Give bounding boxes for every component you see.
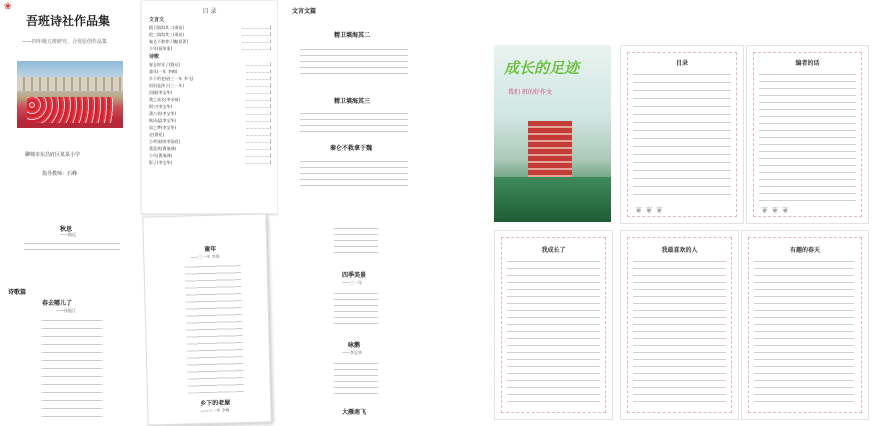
poetry-section-heading: 诗歌篇 (8, 289, 27, 296)
flower-ornament-icon: ❀ (4, 2, 12, 12)
toc-entry: 回顾(李宝华) (149, 90, 173, 95)
toc-entry: 我喜欢(曹瑞洲) (149, 146, 177, 151)
toc-list: 文言文 精卫填海其二(乘田) …………………) 把三填海其三(乘田) …………………) 秦仑不救拿于魏(原著) …………………) 少年(原故事) …………………) 诗歌 春去时光了(路远) ………………) 童年(一年 李梅) ………………) 乡下的老屋(三一年 李飞) ………………) 妈妈是孩子(三一年) ………………) 回顾(李宝华) ………………) 我之成长(李采萌) ………………) 阿宁(李宝华) ………………) 蒲公英(李宝华) ………………) 秋风起(李宝华) ………………) 雨之梦(李宝华) ………………) 走(唐花) ………………) 小草丝粉(李雨欣) ………………) 我喜欢(曹瑞洲) ………………) 小鸟(曹瑞洲) ………………) 影子(李宝华) ………………) (149, 17, 271, 165)
leaf-ornament-icon: ❦ ❦ ❦ (761, 206, 790, 216)
poem-lines (334, 225, 378, 255)
classical-piece-title: 精卫填海其二 (334, 32, 371, 39)
poems-page (0, 212, 140, 422)
poem-author: ——路远 (60, 232, 76, 237)
toc-entry: 秋风起(李宝华) (149, 118, 177, 123)
magazine-article-page (494, 230, 613, 420)
poem-title: 乡下的老屋 (200, 399, 231, 408)
school-building-image (528, 121, 572, 177)
childhood-poem-page (142, 213, 271, 425)
leaf-ornament-icon: ❦ ❦ ❦ (635, 206, 664, 216)
poem-author: ——孙振江 (56, 308, 76, 313)
poem-title: 童年 (204, 245, 217, 254)
classical-body-text (300, 158, 408, 188)
toc-page (141, 0, 278, 214)
poem-author: ——三一年 (342, 280, 362, 285)
toc-entry: 小鸟(曹瑞洲) (149, 153, 173, 158)
toc-heading: 目 录 (202, 8, 217, 15)
magazine-cover-title: 成长的足迹 (504, 59, 580, 77)
toc-entry: 少年(原故事) (149, 46, 173, 51)
toc-entry: 乡下的老屋(三一年 李飞) (149, 76, 194, 81)
toc-entry: 秦仑不救拿于魏(原著) (149, 39, 189, 44)
toc-entry: 妈妈是孩子(三一年) (149, 83, 185, 88)
school-name: 聊城市东昌府区某某小学 (25, 152, 81, 158)
class-group-photo (17, 61, 123, 128)
toc-section-poetry: 诗歌 (149, 54, 160, 60)
toc-entry: 影子(李宝华) (149, 160, 173, 165)
toc-entry: 我之成长(李采萌) (149, 97, 181, 102)
poem-title: 咏鹅 (348, 342, 361, 349)
toc-section-classical: 文言文 (149, 17, 165, 23)
classical-texts-page (278, 0, 428, 422)
article-title: 有趣的春天 (789, 247, 820, 254)
magazine-preface-text (759, 70, 856, 202)
toc-entry: 走(唐花) (149, 132, 165, 137)
toc-entry: 童年(一年 李梅) (149, 69, 178, 74)
magazine-cover (494, 45, 611, 222)
article-title: 我成长了 (541, 247, 566, 254)
classical-piece-title: 精卫填海其三 (334, 98, 371, 105)
poem-lines (334, 360, 378, 394)
magazine-toc-page (620, 45, 744, 224)
toc-entry: 蒲公英(李宝华) (149, 111, 177, 116)
poem-title: 秋思 (60, 226, 73, 233)
poem-title: 春去哪儿了 (42, 300, 73, 307)
poem-title: 四季美景 (342, 272, 367, 279)
toc-entry: 小草丝粉(李雨欣) (149, 139, 181, 144)
article-text (507, 257, 600, 405)
magazine-toc-heading: 目录 (675, 60, 688, 67)
anthology-title: 吾班诗社作品集 (26, 14, 111, 28)
poem-author: ——三一年 李梅 (200, 407, 230, 414)
poem-lines (42, 317, 102, 417)
poem-lines (185, 262, 244, 393)
anthology-cover-page (0, 0, 140, 205)
poem-lines (24, 240, 120, 254)
article-text (754, 257, 854, 405)
magazine-toc-list (633, 70, 731, 200)
poem-title: 大雁南飞 (342, 409, 367, 416)
magazine-preface-heading: 编者的话 (795, 60, 820, 67)
classical-body-text (300, 46, 408, 76)
poem-lines (334, 290, 378, 324)
magazine-preface-page (746, 45, 869, 224)
magazine-article-page (741, 230, 869, 420)
classical-body-text (300, 110, 408, 132)
toc-entry: 春去时光了(路远) (149, 62, 181, 67)
toc-entry: 精卫填海其二(乘田) (149, 25, 185, 30)
magazine-cover-subtitle: 我们 班的好作文 (508, 89, 552, 96)
anthology-subtitle: ——四年级五班研究、合发原创作品集 (22, 39, 108, 45)
article-title: 我最喜欢的人 (661, 247, 698, 254)
toc-entry: 阿宁(李宝华) (149, 104, 173, 109)
toc-entry: 雨之梦(李宝华) (149, 125, 177, 130)
article-text (633, 257, 726, 405)
classical-piece-title: 秦仑不救拿于魏 (330, 145, 373, 152)
poem-author: ——李宝华 (342, 350, 362, 355)
toc-entry: 把三填海其三(乘田) (149, 32, 185, 37)
teacher-name: 指导教师：石峰 (42, 171, 78, 177)
poem-author: ——三一年 李成 (190, 253, 220, 260)
classical-section-heading: 文言文篇 (292, 8, 317, 15)
magazine-article-page (620, 230, 739, 420)
